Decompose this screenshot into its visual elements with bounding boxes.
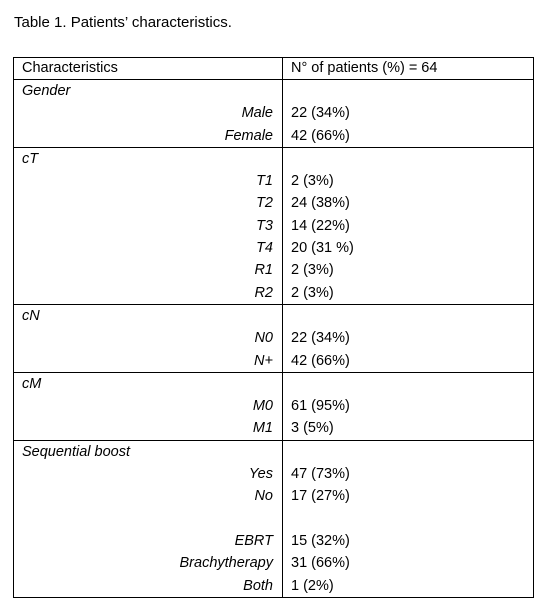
row-label: Both [14, 575, 283, 598]
table-row [14, 350, 534, 373]
row-value: 2 (3%) [283, 282, 534, 305]
row-value: 42 (66%) [283, 350, 534, 373]
row-label: M1 [14, 417, 283, 440]
group-title: cM [14, 372, 283, 395]
table-row [14, 125, 534, 148]
row-label: M0 [14, 395, 283, 417]
group-row-gender [14, 80, 534, 103]
row-value [283, 508, 534, 530]
group-row-cm [14, 372, 534, 395]
table-row [14, 463, 534, 485]
row-value: 15 (32%) [283, 530, 534, 552]
row-label: Brachytherapy [14, 552, 283, 574]
table-row [14, 575, 534, 598]
group-value-empty [283, 147, 534, 170]
patients-characteristics-table [13, 57, 534, 598]
row-value: 2 (3%) [283, 170, 534, 192]
group-value-empty [283, 372, 534, 395]
row-value: 20 (31 %) [283, 237, 534, 259]
row-value: 24 (38%) [283, 192, 534, 214]
table-row [14, 170, 534, 192]
table-row [14, 552, 534, 574]
row-value: 47 (73%) [283, 463, 534, 485]
row-label: T4 [14, 237, 283, 259]
row-value: 31 (66%) [283, 552, 534, 574]
row-value: 22 (34%) [283, 327, 534, 349]
table-row [14, 192, 534, 214]
table-row [14, 395, 534, 417]
row-label: Male [14, 102, 283, 124]
row-label [14, 508, 283, 530]
group-row-ct [14, 147, 534, 170]
group-value-empty [283, 304, 534, 327]
table-row [14, 259, 534, 281]
table-row [14, 102, 534, 124]
row-label: R1 [14, 259, 283, 281]
row-value: 61 (95%) [283, 395, 534, 417]
group-value-empty [283, 440, 534, 463]
row-label: EBRT [14, 530, 283, 552]
table-caption: Table 1. Patients’ characteristics. [14, 14, 232, 31]
header-characteristics: Characteristics [14, 58, 283, 80]
row-label: R2 [14, 282, 283, 305]
row-label: Female [14, 125, 283, 148]
group-title: Gender [14, 80, 283, 103]
table-row [14, 530, 534, 552]
row-label: N0 [14, 327, 283, 349]
group-value-empty [283, 80, 534, 103]
table-row [14, 327, 534, 349]
row-value: 17 (27%) [283, 485, 534, 507]
table-row [14, 215, 534, 237]
table-row [14, 417, 534, 440]
row-value: 42 (66%) [283, 125, 534, 148]
group-title: Sequential boost [14, 440, 283, 463]
row-value: 1 (2%) [283, 575, 534, 598]
row-value: 14 (22%) [283, 215, 534, 237]
row-label: Yes [14, 463, 283, 485]
header-patient-count: N° of patients (%) = 64 [283, 58, 534, 80]
table-row [14, 485, 534, 507]
table-row [14, 237, 534, 259]
row-label: T1 [14, 170, 283, 192]
row-label: T2 [14, 192, 283, 214]
row-value: 22 (34%) [283, 102, 534, 124]
table-row-spacer [14, 508, 534, 530]
table-row [14, 282, 534, 305]
row-value: 3 (5%) [283, 417, 534, 440]
group-row-cn [14, 304, 534, 327]
group-title: cT [14, 147, 283, 170]
row-label: N+ [14, 350, 283, 373]
group-row-sequential-boost [14, 440, 534, 463]
group-title: cN [14, 304, 283, 327]
table-header-row [14, 58, 534, 80]
row-value: 2 (3%) [283, 259, 534, 281]
row-label: T3 [14, 215, 283, 237]
row-label: No [14, 485, 283, 507]
